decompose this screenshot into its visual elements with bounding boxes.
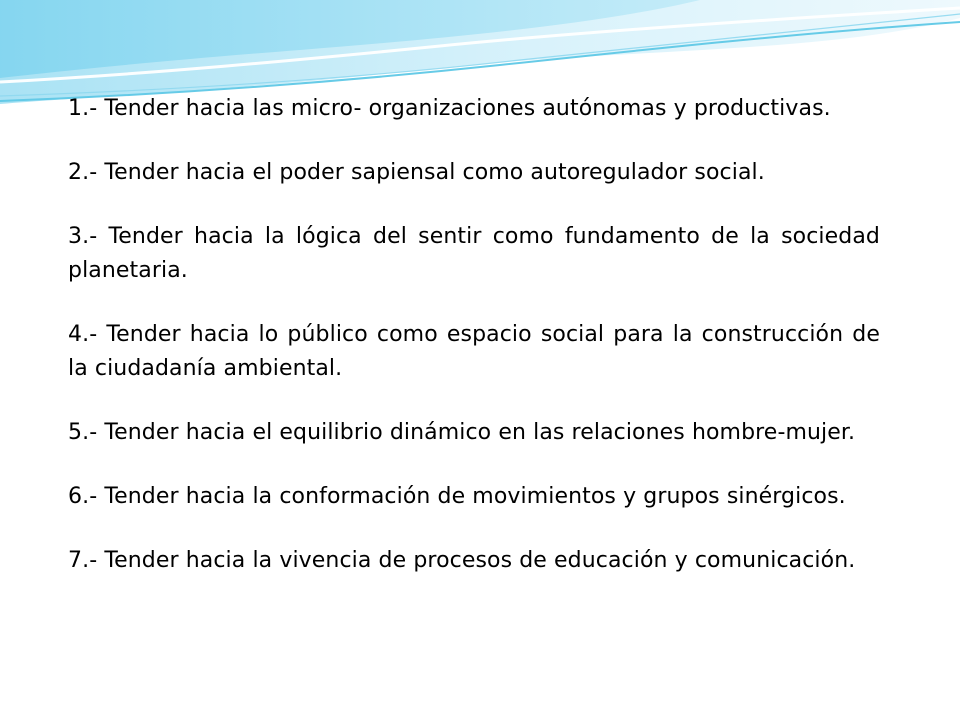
list-item: 5.- Tender hacia el equilibrio dinámico en las relaciones hombre-mujer. [68, 420, 856, 445]
list-item: 7.- Tender hacia la vivencia de procesos de educación y comunicación. [68, 548, 856, 573]
list-item: 1.- Tender hacia las micro- organizaciones autónomas y productivas. [68, 96, 831, 121]
slide-content [68, 92, 880, 578]
list-item: 3.- Tender hacia la lógica del sentir como fundamento de la sociedad planetaria. [68, 224, 880, 283]
list-item: 2.- Tender hacia el poder sapiensal como autoregulador social. [68, 160, 765, 185]
list-item: 4.- Tender hacia lo público como espacio social para la construcción de la ciudadanía ambiental. [68, 322, 880, 381]
list-item: 6.- Tender hacia la conformación de movimientos y grupos sinérgicos. [68, 484, 846, 509]
